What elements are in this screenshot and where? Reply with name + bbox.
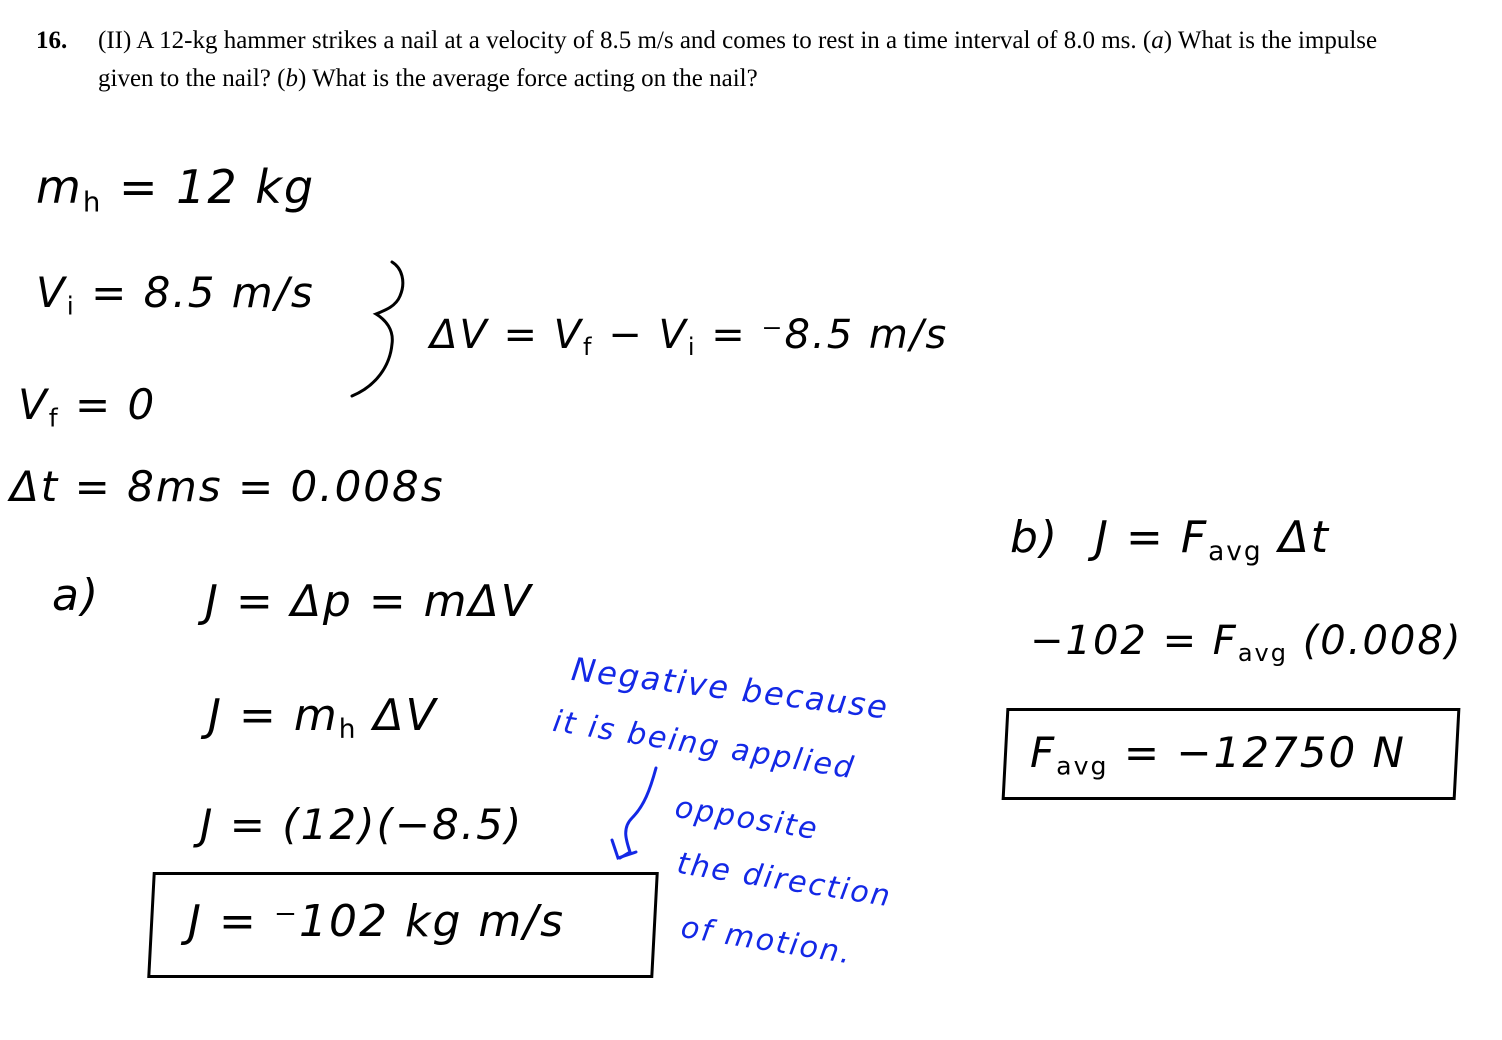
mass-subscript: h — [82, 185, 103, 219]
part-b-line1-sub: avg — [1208, 535, 1263, 567]
note-line1: Negative because — [569, 650, 892, 727]
problem-text-part2: ) What is the impulse given to the nail? ( — [98, 27, 1378, 92]
note-line5: of motion. — [678, 910, 855, 972]
vi-subscript: i — [66, 291, 76, 321]
part-b-line1-post: Δt — [1262, 512, 1331, 563]
delta-v-sub-f: f — [583, 333, 594, 362]
mass-variable: m — [36, 160, 83, 214]
mass-value: = 12 kg — [118, 160, 316, 214]
vi-variable: V — [36, 268, 67, 317]
delta-v-mid: − V — [593, 312, 688, 358]
part-a-answer: J = ⁻102 kg m/s — [188, 896, 566, 947]
note-arrow-stroke — [620, 768, 656, 858]
part-a-line2-sub: h — [338, 713, 358, 745]
part-a-label: a) — [52, 570, 101, 621]
part-b-answer-pre: F — [1030, 728, 1057, 777]
problem-label-a: a — [1151, 27, 1164, 54]
problem-label-b: b — [285, 65, 298, 92]
delta-v-sub-i: i — [687, 333, 697, 362]
delta-v-lhs: ΔV = V — [430, 312, 584, 358]
delta-v-result: = ⁻8.5 m/s — [696, 312, 949, 358]
part-b-line1-pre: J = F — [1095, 512, 1209, 563]
part-a-line2-pre: J = m — [208, 690, 339, 741]
vf-variable: V — [18, 380, 49, 429]
part-b-answer-post: = −12750 N — [1108, 728, 1406, 777]
dt-variable: Δt — [10, 462, 60, 511]
part-b-line2-sub: avg — [1237, 639, 1288, 668]
note-line3: opposite — [672, 790, 822, 848]
part-b-line2-post: (0.008) — [1287, 618, 1463, 664]
note-arrowhead — [612, 840, 636, 858]
part-b-label: b) — [1010, 512, 1060, 563]
dt-value: = 8ms = 0.008s — [74, 462, 445, 511]
problem-number: 16. — [36, 27, 68, 54]
problem-text-part3: ) What is the average force acting on the nail? — [297, 65, 758, 92]
vi-value: = 8.5 m/s — [91, 268, 315, 317]
part-a-line3: J = (12)(−8.5) — [200, 800, 524, 849]
part-b-line2-pre: −102 = F — [1030, 618, 1238, 664]
brace-stroke — [352, 262, 403, 396]
note-line4: the direction — [674, 846, 895, 915]
part-a-line1: J = Δp = mΔV — [205, 576, 533, 627]
problem-level: (II) — [98, 27, 132, 54]
part-b-answer-sub: avg — [1056, 751, 1109, 781]
vf-value: = 0 — [74, 380, 157, 429]
part-a-line2-post: ΔV — [357, 690, 438, 741]
vf-subscript: f — [48, 403, 60, 433]
note-line2: it is being applied — [550, 704, 858, 787]
problem-text-part1: A 12-kg hammer strikes a nail at a velocity of 8.5 m/s and comes to rest in a time interval of 8.0 ms. ( — [136, 27, 1152, 54]
